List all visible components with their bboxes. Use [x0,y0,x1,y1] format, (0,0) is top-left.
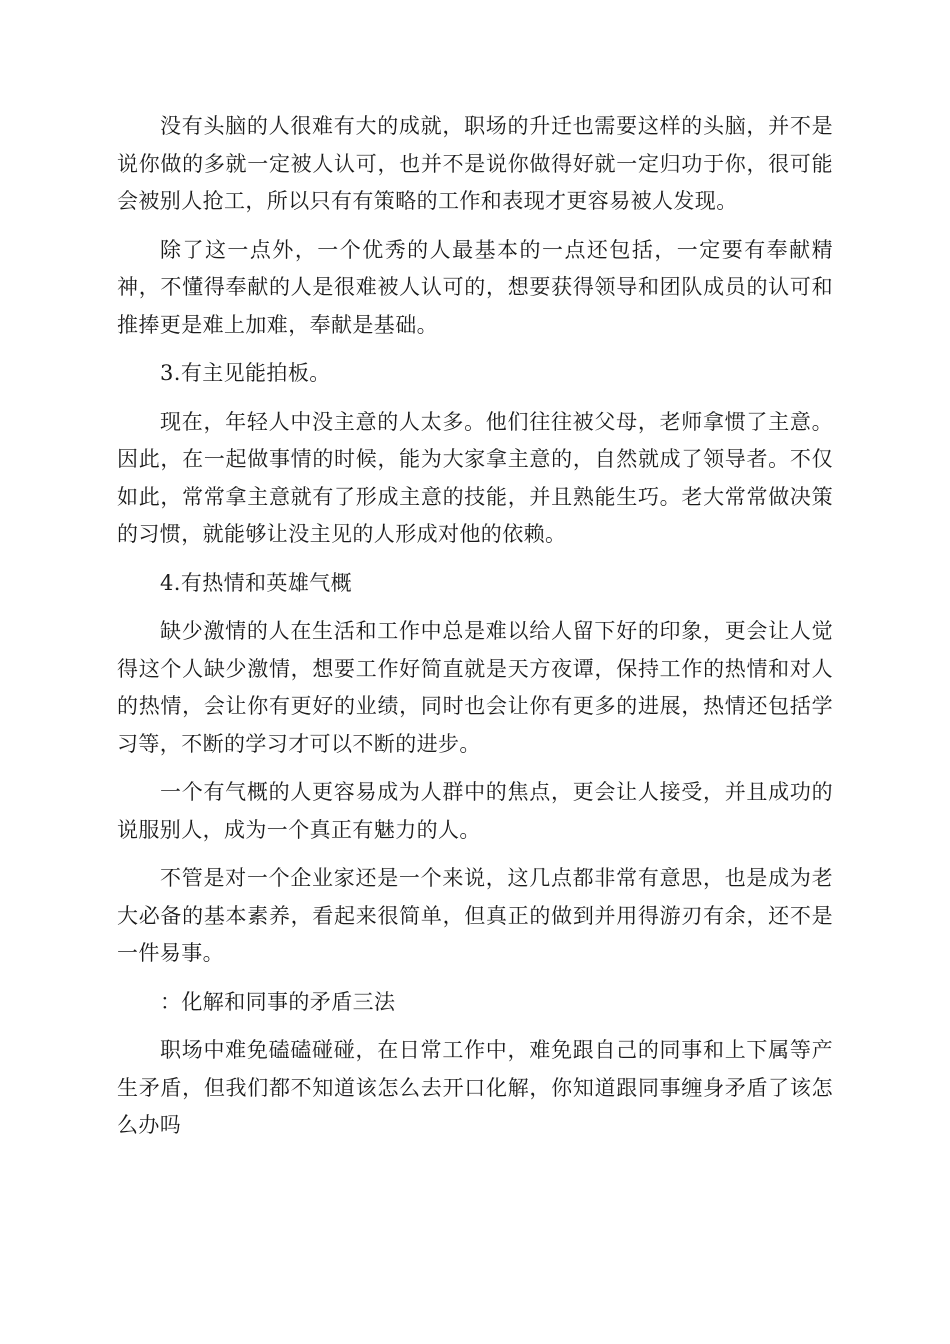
section-heading: ：化解和同事的矛盾三法 [160,989,396,1014]
paragraph: 现在，年轻人中没主意的人太多。他们往往被父母，老师拿惯了主意。因此，在一起做事情的时候，能为大家拿主意的，自然就成了领导者。不仅如此，常常拿主意就有了形成主意的技能，并且熟能生巧。老大常常做决策的习惯，就能够让没主见的人形成对他的依赖。 [117,409,833,546]
section-heading: 3.有主见能拍板。 [160,361,331,385]
paragraph: 不管是对一个企业家还是一个来说，这几点都非常有意思，也是成为老大必备的基本素养，看起来很简单，但真正的做到并用得游刃有余，还不是一件易事。 [117,866,833,965]
paragraph: 一个有气概的人更容易成为人群中的焦点，更会让人接受，并且成功的说服别人，成为一个真正有魅力的人。 [117,780,833,842]
paragraph: 除了这一点外，一个优秀的人最基本的一点还包括，一定要有奉献精神，不懂得奉献的人是很难被人认可的，想要获得领导和团队成员的认可和推捧更是难上加难，奉献是基础。 [117,237,833,337]
document-page [117,108,833,1156]
paragraph: 缺少激情的人在生活和工作中总是难以给人留下好的印象，更会让人觉得这个人缺少激情，想要工作好简直就是天方夜谭，保持工作的热情和对人的热情，会让你有更好的业绩，同时也会让你有更多的进展，热情还包括学习等，不断的学习才可以不断的进步。 [117,619,833,756]
paragraph: 没有头脑的人很难有大的成就，职场的升迁也需要这样的头脑，并不是说你做的多就一定被人认可，也并不是说你做得好就一定归功于你，很可能会被别人抢工，所以只有有策略的工作和表现才更容易被人发现。 [117,114,833,213]
section-heading: 4.有热情和英雄气概 [160,570,353,595]
paragraph: 职场中难免磕磕碰碰，在日常工作中，难免跟自己的同事和上下属等产生矛盾，但我们都不知道该怎么去开口化解，你知道跟同事缠身矛盾了该怎么办吗 [117,1038,833,1137]
